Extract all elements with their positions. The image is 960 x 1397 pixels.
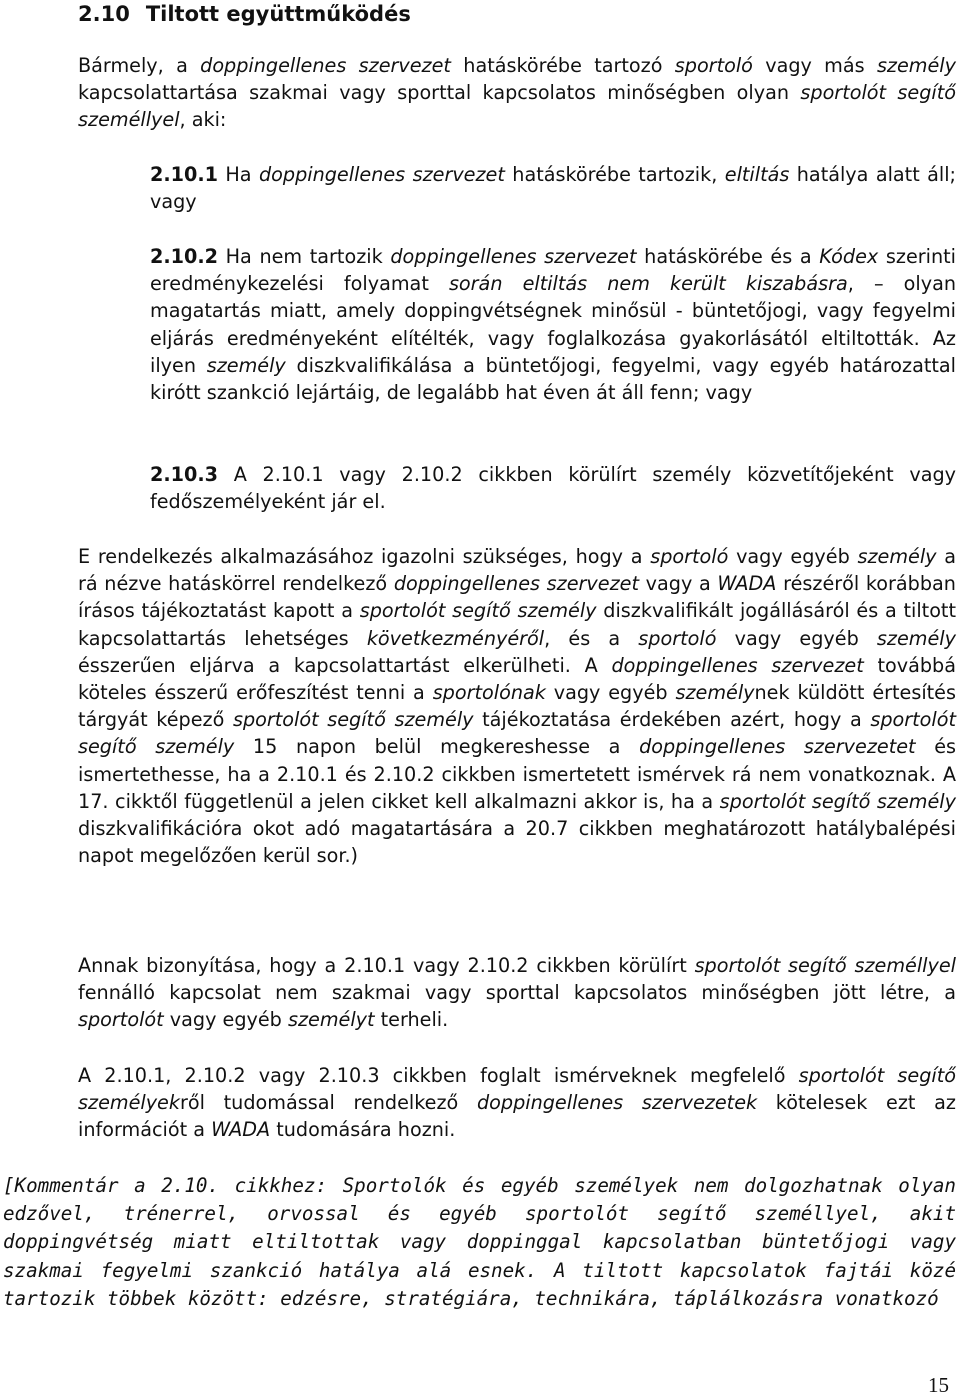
text-run: WADA xyxy=(211,1118,271,1142)
paragraph-reporting xyxy=(78,1062,956,1144)
text-run: doppingellenes szervezet xyxy=(393,572,639,596)
text-run: eltiltás xyxy=(724,163,790,186)
text-run: részéről korábban írásos tájékoztatást kapott a xyxy=(78,572,956,623)
text-run: sportoló xyxy=(650,545,729,568)
text-run: személy xyxy=(876,626,956,650)
text-run: , – olyan magatartás miatt, amely doppingvétségnek minősül - büntetőjogi, vagy fegyelmi eljárás eredményeként elítélték, vagy foglalkozása gyakorlásától eltiltották. Az ilyen xyxy=(150,272,956,377)
text-run: doppingellenes szervezet xyxy=(258,163,505,186)
text-run: hatáskörébe és a xyxy=(636,245,820,268)
text-run: vagy más xyxy=(752,54,877,77)
text-run: a rá nézve hatáskörrel rendelkező xyxy=(78,545,956,596)
text-run: sportolót segítő személlyel xyxy=(78,81,956,132)
text-run: sportolót segítő személy xyxy=(78,708,957,759)
text-run: doppingellenes szervezet xyxy=(200,54,451,77)
text-run: kötelesek ezt az információt a xyxy=(78,1091,956,1142)
item-2-10-1 xyxy=(150,161,956,215)
section-title: Tiltott együttműködés xyxy=(145,2,411,26)
text-run: 2.10.1 xyxy=(150,163,218,186)
text-run: A 2.10.1 vagy 2.10.2 cikkben körülírt személy közvetítőjeként vagy fedőszemélyeként jár el. xyxy=(150,463,956,514)
text-run: sportolót segítő személy xyxy=(719,789,956,813)
text-run: vagy egyéb xyxy=(728,545,858,568)
text-run: Ha nem tartozik xyxy=(217,245,391,268)
text-run: tudomására hozni. xyxy=(270,1118,456,1142)
text-run: hatáskörébe tartozó xyxy=(450,54,675,77)
text-run: sportolót segítő személy xyxy=(359,599,597,623)
text-run: vagy egyéb xyxy=(545,681,676,705)
text-run: személy xyxy=(857,545,937,568)
text-run: vagy egyéb xyxy=(163,1008,288,1032)
text-run: vagy egyéb xyxy=(716,626,877,650)
text-run: 2.10.2 xyxy=(150,245,218,268)
text-run: kapcsolattartása szakmai vagy sporttal kapcsolatos minőségben olyan xyxy=(78,81,801,105)
text-run: Annak bizonyítása, hogy a 2.10.1 vagy 2.10.2 cikkben körülírt xyxy=(78,954,695,977)
text-run: Kódex xyxy=(819,245,879,268)
text-run: doppingellenes szervezet xyxy=(611,653,864,677)
text-run: sportolót segítő személlyel xyxy=(694,954,956,977)
text-run: sportoló xyxy=(674,54,753,77)
text-run: személy xyxy=(675,681,755,705)
text-run: diszkvalifikált jogállásáról és a tiltott kapcsolattartás lehetséges xyxy=(78,599,956,650)
text-run: sportolónak xyxy=(432,681,546,705)
text-run: hatálya alatt áll; vagy xyxy=(150,163,956,214)
paragraph-burden-of-proof xyxy=(78,952,956,1034)
text-run: személy xyxy=(206,353,286,377)
text-run: sportolót segítő személy xyxy=(232,708,474,732)
text-run: sportolót segítő személyek xyxy=(78,1064,957,1115)
text-run: E rendelkezés alkalmazásához igazolni szükséges, hogy a xyxy=(78,545,651,568)
text-run: sportolót xyxy=(78,1008,164,1032)
paragraph-notification xyxy=(78,543,956,869)
text-run: doppingellenes szervezetet xyxy=(639,735,916,759)
text-run: fennálló kapcsolat nem szakmai vagy sporttal kapcsolatos minőségben jött létre, a xyxy=(78,981,956,1005)
text-run: ésszerűen eljárva a kapcsolattartást elkerülheti. A xyxy=(78,653,612,677)
text-run: sportoló xyxy=(638,626,717,650)
text-run: Ha xyxy=(217,163,259,186)
text-run: vagy a xyxy=(638,572,718,596)
text-run: és ismertethesse, ha a 2.10.1 és 2.10.2 cikkben ismertetett ismérvek rá nem vonatkoznak. A 17. cikktől függetlenül a jelen cikket kell alkalmazni akkor is, ha a xyxy=(78,735,957,813)
text-run: , és a xyxy=(544,626,639,650)
section-heading xyxy=(78,0,411,28)
page-number: 15 xyxy=(928,1373,949,1397)
text-run: diszkvalifikálása a büntetőjogi, fegyelmi, vagy egyéb határozattal kirótt szankció lejártáig, de legalább hat éven át áll fenn; vagy xyxy=(150,353,956,405)
text-run: hatáskörébe tartozik, xyxy=(504,163,725,186)
text-run: doppingellenes szervezetek xyxy=(476,1091,758,1115)
text-run: terheli. xyxy=(374,1008,449,1032)
text-run: személy xyxy=(876,54,956,77)
text-run: diszkvalifikációra okot adó magatartására a 20.7 cikkben meghatározott hatálybalépési napot megelőzően kerül sor.) xyxy=(78,817,956,868)
text-run: nek küldött értesítés tárgyát képező xyxy=(78,681,956,732)
text-run: WADA xyxy=(717,572,777,596)
text-run: ről tudomással rendelkező xyxy=(179,1091,477,1115)
text-run: Bármely, a xyxy=(78,54,201,77)
item-2-10-3 xyxy=(150,461,956,515)
text-run: 2.10.3 xyxy=(150,463,218,486)
text-run: következményéről xyxy=(366,626,545,650)
text-run: A 2.10.1, 2.10.2 vagy 2.10.3 cikkben foglalt ismérveknek megfelelő xyxy=(78,1064,799,1087)
section-number: 2.10 xyxy=(78,2,130,26)
text-run: tájékoztatása érdekében azért, hogy a xyxy=(473,708,871,732)
text-run: doppingellenes szervezet xyxy=(390,245,637,268)
text-run: során eltiltás nem került kiszabásra xyxy=(448,272,848,296)
text-run: , aki: xyxy=(179,108,227,132)
item-2-10-2 xyxy=(150,243,956,406)
commentary-paragraph: [Kommentár a 2.10. cikkhez: Sportolók és egyéb személyek nem dolgozhatnak olyan edzővel, trénerrel, orvossal és egyéb sportolót segítő személlyel, akit doppingvétség miatt eltiltottak vagy doppinggal kapcsolatban büntetőjogi vagy szakmai fegyelmi szankció hatálya alá esnek. A tiltott kapcsolatok fajtái közé tartozik többek között: edzésre, stratégiára, technikára, táplálkozásra vonatkozó xyxy=(3,1174,956,1310)
text-run: 15 napon belül megkereshesse a xyxy=(234,735,640,759)
intro-paragraph xyxy=(78,52,956,134)
text-run: továbbá köteles ésszerű erőfeszítést tenni a xyxy=(78,653,956,705)
text-run: személyt xyxy=(287,1008,375,1032)
text-run: szerinti eredménykezelési folyamat xyxy=(150,245,957,296)
